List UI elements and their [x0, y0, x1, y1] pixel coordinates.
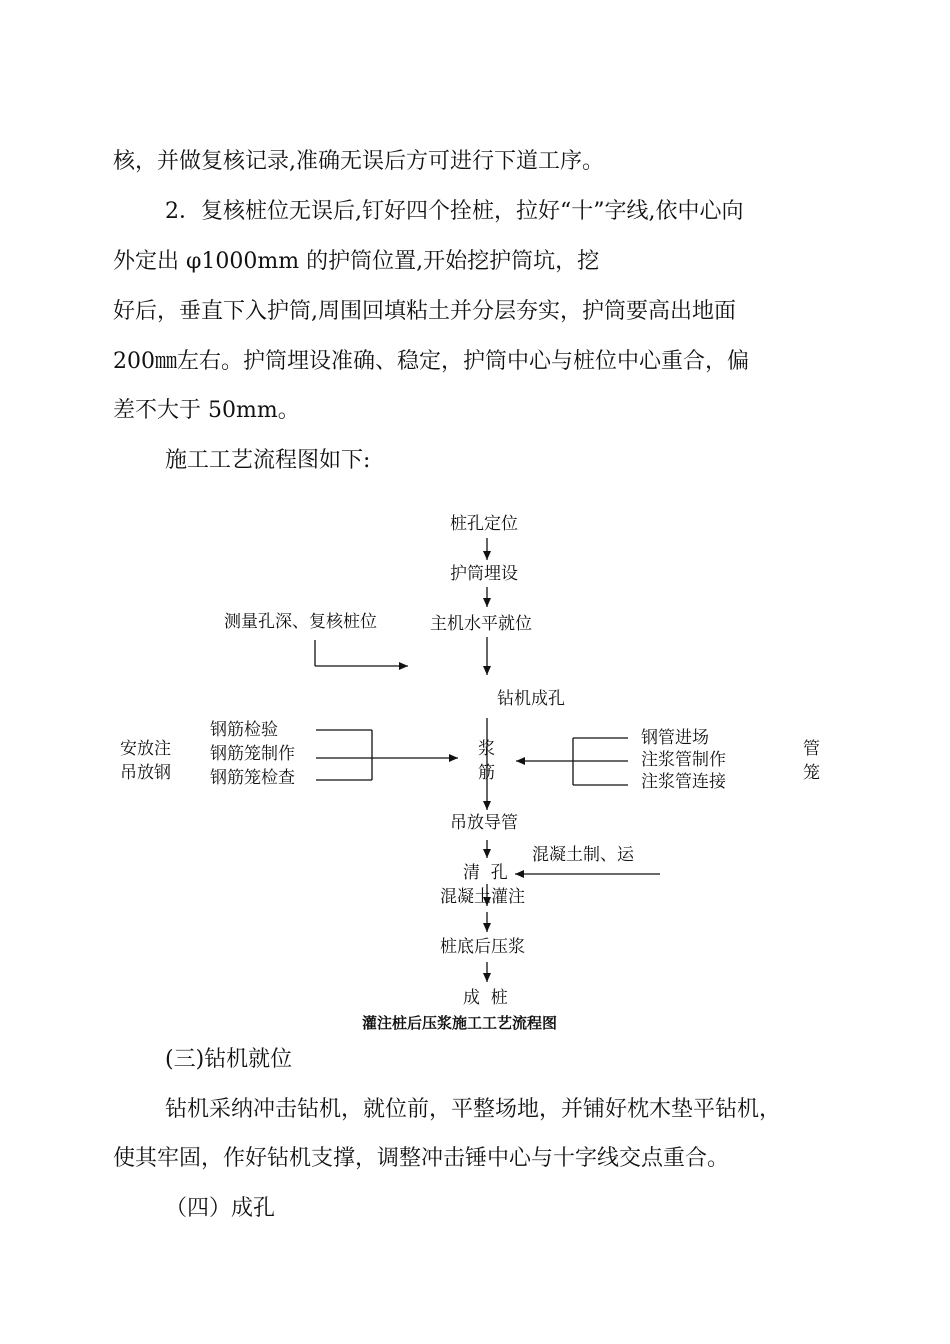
flow-step-drilling: 钻机成孔 — [497, 689, 565, 709]
paragraph-line: 钻机采纳冲击钻机，就位前，平整场地，并铺好枕木垫平钻机， — [165, 1097, 782, 1122]
flow-left-outer: 吊放钢 — [120, 763, 171, 783]
flowchart-caption: 灌注桩后压浆施工工艺流程图 — [362, 1014, 558, 1032]
flow-right-outer: 笼 — [803, 763, 820, 783]
section-heading: (三)钻机就位 — [165, 1047, 293, 1072]
paragraph-line: 施工工艺流程图如下: — [165, 448, 371, 473]
flow-right-item: 注浆管连接 — [641, 772, 726, 792]
flow-right-item: 钢管进场 — [641, 728, 709, 748]
flow-step-grout-top: 浆 — [478, 739, 495, 759]
flow-step-casing: 护筒埋设 — [450, 564, 518, 584]
section-heading: （四）成孔 — [165, 1196, 276, 1221]
flow-step-tremie: 吊放导管 — [450, 813, 518, 833]
flow-left-item: 钢筋笼检查 — [210, 768, 295, 788]
flow-right-outer: 管 — [803, 739, 820, 759]
flow-right-item: 注浆管制作 — [641, 750, 726, 770]
flow-step-clean-hole: 清 孔 — [463, 863, 508, 883]
flow-step-pile-positioning: 桩孔定位 — [450, 514, 518, 534]
flow-left-item: 钢筋检验 — [210, 720, 278, 740]
paragraph-line: 核，并做复核记录,准确无误后方可进行下道工序。 — [113, 149, 604, 174]
flow-step-concreting: 混凝土灌注 — [440, 887, 525, 907]
flow-step-post-grouting: 桩底后压浆 — [440, 937, 525, 957]
flow-left-outer: 安放注 — [120, 739, 171, 759]
flow-left-item: 钢筋笼制作 — [210, 744, 295, 764]
paragraph-line: 外定出 φ1000mm 的护筒位置,开始挖护筒坑，挖 — [113, 249, 600, 274]
flow-step-grout-bot: 筋 — [478, 763, 495, 783]
flow-side-measure: 测量孔深、复核桩位 — [224, 612, 377, 632]
paragraph-line: 200㎜左右。护筒埋设准确、稳定，护筒中心与桩位中心重合，偏 — [113, 349, 749, 374]
flow-step-pile-complete: 成 桩 — [463, 988, 508, 1008]
paragraph-line: 2．复核桩位无误后,钉好四个拴桩，拉好“十”字线,依中心向 — [165, 199, 744, 224]
paragraph-line: 使其牢固，作好钻机支撑，调整冲击锤中心与十字线交点重合。 — [113, 1146, 730, 1171]
paragraph-line: 好后，垂直下入护筒,周围回填粘土并分层夯实，护筒要高出地面 — [113, 299, 736, 324]
flow-step-rig-level: 主机水平就位 — [430, 614, 532, 634]
paragraph-line: 差不大于 50mm。 — [113, 398, 300, 423]
flow-concrete-supply: 混凝土制、运 — [532, 845, 634, 865]
